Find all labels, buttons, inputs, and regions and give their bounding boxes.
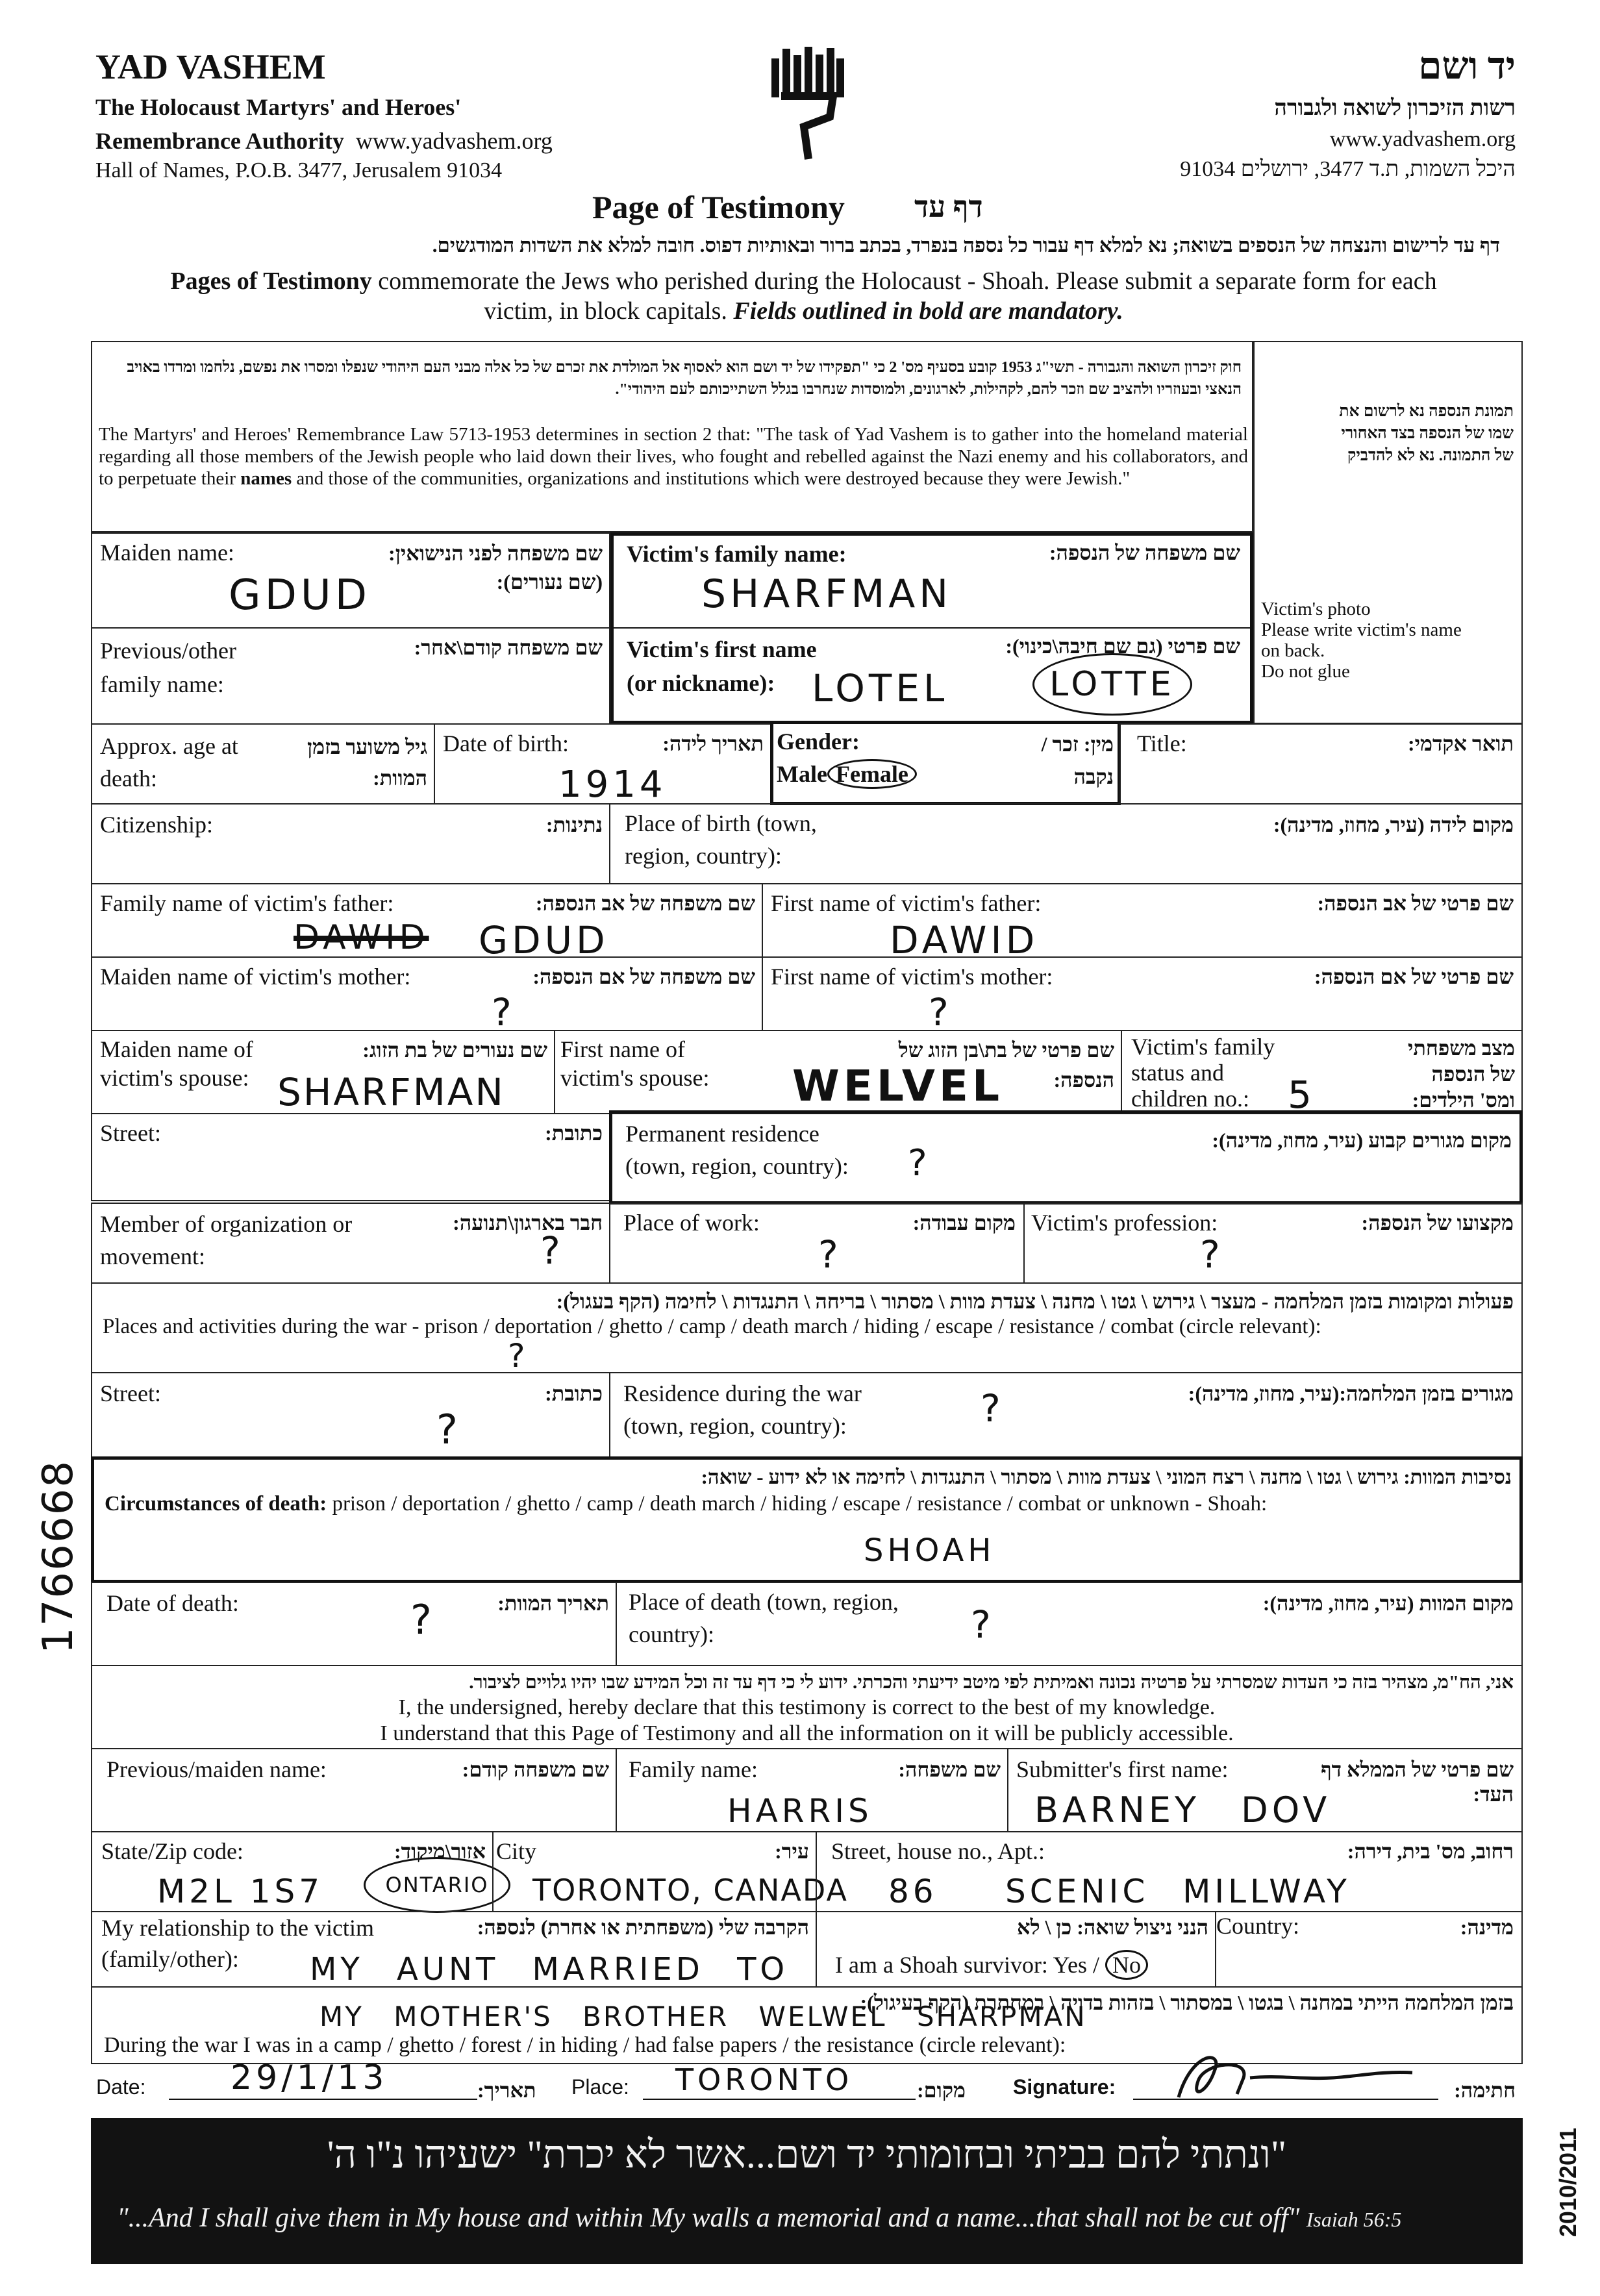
war-street-value: ? <box>436 1406 462 1453</box>
war-residence-value: ? <box>981 1386 1005 1430</box>
relationship-value: MY AUNT MARRIED TO <box>310 1951 789 1988</box>
mother-first-name-value: ? <box>929 990 953 1034</box>
date-of-death-field[interactable]: Date of death: תאריך המוות: ? <box>91 1582 617 1666</box>
place-underline <box>643 2099 916 2100</box>
place-of-birth-field[interactable]: Place of birth (town, region, country): מקום לידה (עיר, מחוז, מדינה): <box>609 803 1523 884</box>
permanent-residence-value: ? <box>908 1142 931 1184</box>
mother-maiden-name-field[interactable]: Maiden name of victim's mother: שם משפחה של אם הנספה: ? <box>91 956 763 1031</box>
war-activities-field[interactable]: פעולות ומקומות בזמן המלחמה - מעצר \ גירוש \ גטו \ מחנה \ צעדת מוות \ מסתור \ בריחה \ התנגדות \ לחימה (הקף בעגול): Places and activities during the war - prison / deportation / ghetto / camp / death march / hiding / escape / resistance / combat (circle relevant): ? <box>91 1282 1523 1373</box>
date-label: Date: <box>96 2075 146 2099</box>
survivor-no-option[interactable]: No <box>1105 1950 1148 1980</box>
submitter-first-name-field[interactable]: Submitter's first name: שם פרטי של הממלא דף העד: BARNEY DOV <box>1007 1748 1523 1832</box>
victim-family-name-value: SHARFMAN <box>701 571 953 617</box>
organization-member-field[interactable]: Member of organization or movement: חבר בארגון\תנועה: ? <box>91 1203 610 1284</box>
place-of-work-value: ? <box>818 1232 842 1277</box>
instructions: Pages of Testimony commemorate the Jews who perished during the Holocaust - Shoah. Please submit a separate form for each victim, in block capitals. Fields outlined in bold are mandatory. <box>170 268 1437 325</box>
signature-label: Signature: <box>1013 2075 1116 2099</box>
org-url[interactable]: www.yadvashem.org <box>355 128 553 154</box>
submitter-house-value: 86 <box>888 1873 938 1910</box>
submitter-city-value: TORONTO, CANADA <box>532 1873 848 1908</box>
circumstances-of-death-field[interactable]: נסיבות המוות: גירוש \ גטו \ מחנה \ רצח המוני \ צעדת מוות \ מסתור \ התנגדות \ לחימה או לא ידוע - שואה: Circumstances of death: prison / deportation / ghetto / camp / death march / hiding / escape / resistance / combat or unknown - Shoah: SHOAH <box>91 1456 1523 1583</box>
date-heb-label: תאריך: <box>477 2078 536 2102</box>
org-line-2: The Holocaust Martyrs' and Heroes' <box>95 94 462 120</box>
law-heb: חוק זיכרון השואה והגבורה - תשי"ג 1953 קובע בסעיף מס' 2 כי "תפקידו של יד ושם הוא לאסוף אל המולדת את זכרם של כל אלה מבני העם היהודי שנפלו ומסרו את נפשם, נלחמו ומרדו באויב הנאצי ובעוזריו ולהציב שם וזכר להם, לקהילות, לארגונים, ולמוסדות שנחרבו בגלל השתייכותם לעם היהודי". <box>127 359 1242 398</box>
submitter-zip-field[interactable]: State/Zip code: אזור\מיקוד: M2L 1S7 <box>91 1831 494 1912</box>
submitter-city-field[interactable]: City עיר: TORONTO, CANADA <box>492 1831 817 1912</box>
heb-org-line-2: רשות הזיכרון לשואה ולגבורה <box>1274 96 1516 120</box>
footer-eng-quote: "...And I shall give them in My house and within My walls a memorial and a name...that shall not be cut off" Isaiah 56:5 <box>117 2203 1402 2233</box>
victim-first-name-value: LOTEL <box>812 666 949 710</box>
yad-vashem-logo-icon <box>768 45 846 166</box>
previous-family-name-field[interactable]: Previous/other family name: שם משפחה קודם\אחר: <box>91 627 610 725</box>
profession-field[interactable]: Victim's profession: מקצועו של הנספה: ? <box>1023 1203 1523 1284</box>
org-address: Hall of Names, P.O.B. 3477, Jerusalem 91034 <box>95 158 503 182</box>
submitter-zip-value: M2L 1S7 <box>157 1873 324 1910</box>
street-field[interactable]: Street: כתובת: <box>91 1113 610 1201</box>
submitter-first-name-value: BARNEY DOV <box>1034 1790 1331 1830</box>
father-first-name-value: DAWID <box>890 918 1039 962</box>
place-value[interactable]: TORONTO <box>675 2062 853 2097</box>
photo-eng: Victim's photo Please write victim's name on back. Do not glue <box>1261 599 1462 682</box>
photo-heb: תמונת הנספה נא לרשום את שמו של הנספה בצד האחורי של התמונה. נא לא להדביק <box>1339 403 1514 464</box>
archive-number: 1766668 <box>34 1459 82 1654</box>
date-value[interactable]: 29/1/13 <box>231 2058 388 2097</box>
gender-male-option[interactable]: Male <box>777 761 827 787</box>
family-status-field[interactable]: Victim's family status and children no.: מצב משפחתי של הנספה ומס' הילדים: 5 <box>1121 1030 1523 1114</box>
date-of-death-value: ? <box>410 1596 436 1643</box>
form-version: 2010/2011 <box>1555 2127 1581 2238</box>
title-field[interactable]: Title: תואר אקדמי: <box>1119 723 1523 805</box>
signature-scribble[interactable] <box>1153 2045 1425 2107</box>
father-family-struck-value: DAWID <box>294 918 429 957</box>
spouse-first-name-field[interactable]: First name of victim's spouse: שם פרטי של בת\בן הזוג של הנספה: WELVEL <box>554 1030 1122 1114</box>
gender-female-option[interactable]: Female <box>827 759 917 789</box>
war-street-field[interactable]: Street: כתובת: ? <box>91 1372 610 1460</box>
during-war-field[interactable]: בזמן המלחמה הייתי במחנה \ בגטו \ במסתור \ בזהות בדויה \ במחתרת (הקף בעיגול): During the war I was in a camp / ghetto / forest / in hiding / had false papers / the resistance (circle relevant): MY MOTHER'S BROTHER WELWEL SHARPMAN <box>91 1986 1523 2064</box>
country-field[interactable]: Country: מדינה: <box>1215 1911 1523 1988</box>
submitter-province-value: ONTARIO <box>364 1857 510 1913</box>
place-heb-label: מקום: <box>917 2078 966 2102</box>
form-title-heb: דף עד <box>914 190 983 223</box>
submitter-family-name-field[interactable]: Family name: שם משפחה: HARRIS <box>616 1748 1008 1832</box>
citizenship-field[interactable]: Citizenship: נתינות: <box>91 803 610 884</box>
heb-org-url[interactable]: www.yadvashem.org <box>1329 127 1516 151</box>
profession-value: ? <box>1200 1232 1224 1277</box>
org-line-3: Remembrance Authority www.yadvashem.org <box>95 128 553 154</box>
mother-maiden-name-value: ? <box>492 990 516 1034</box>
victim-family-name-field[interactable]: Victim's family name: שם משפחה של הנספה: SHARFMAN <box>627 541 1240 617</box>
maiden-name-field[interactable]: Maiden name: שם משפחה לפני הנישואין: (שם נעורים): GDUD <box>91 532 610 629</box>
permanent-residence-field[interactable]: Permanent residence (town, region, country): מקום מגורים קבוע (עיר, מחוז, מדינה): ? <box>609 1110 1523 1204</box>
heb-org-address: היכל השמות, ת.ד 3477, ירושלים 91034 <box>1180 157 1516 181</box>
spouse-maiden-name-field[interactable]: Maiden name of victim's spouse: שם נעורים של בת הזוג: SHARFMAN <box>91 1030 555 1114</box>
spouse-first-name-value: WELVEL <box>792 1061 1004 1111</box>
date-of-birth-value: 1914 <box>558 764 667 806</box>
father-family-name-value: GDUD <box>479 918 609 962</box>
gender-field[interactable]: Gender: Male Female מין: זכר / נקבה <box>770 721 1121 805</box>
place-of-death-field[interactable]: Place of death (town, region, country): מקום המוות (עיר, מחוז, מדינה): ? <box>616 1582 1523 1666</box>
form-title: Page of Testimony <box>592 189 845 225</box>
footer-heb-quote: "ונתתי להם בביתי ובחומותי יד ושם...אשר לא יכרת" ישעיהו נ"ו ה' <box>327 2133 1287 2176</box>
photo-box[interactable] <box>1253 341 1523 724</box>
signature-heb-label: חתימה: <box>1454 2078 1516 2102</box>
law-eng: The Martyrs' and Heroes' Remembrance Law 5713-1953 determines in section 2 that: "The task of Yad Vashem is to gather into the homeland material regarding all those members of the Jewish people who laid down their lives, who fought and rebelled against the Nazi enemy and his collaborators, and to perpetuate their names and those of the communities, organizations and institutions which were destroyed because they were Jewish." <box>99 424 1248 489</box>
law-box <box>91 341 1253 532</box>
org-name: YAD VASHEM <box>95 47 326 86</box>
date-underline <box>169 2099 477 2100</box>
spouse-maiden-name-value: SHARFMAN <box>277 1070 505 1114</box>
age-at-death-field[interactable]: Approx. age at death: גיל משוער בזמן המוות: <box>91 723 435 805</box>
declaration: אני, הח"מ, מצהיר בזה כי העדות שמסרתי על פרטיה נכונה ואמיתית לפי מיטב ידיעתי והכרתי. ידוע לי כי דף עד זה וכל המידע שבו יהיו גלויים לציבור. I, the undersigned, hereby declare that this testimony is correct to the best of my knowledge. I understand that this Page of Testimony and all the information on it will be publicly accessible. <box>91 1665 1523 1749</box>
during-war-value: MY MOTHER'S BROTHER WELWEL SHARPMAN <box>319 2001 1087 2032</box>
mother-first-name-field[interactable]: First name of victim's mother: שם פרטי של אם הנספה: ? <box>762 956 1523 1031</box>
war-residence-field[interactable]: Residence during the war (town, region, country): מגורים בזמן המלחמה:(עיר, מחוז, מדינה): ? <box>609 1372 1523 1460</box>
survivor-field[interactable]: הנני ניצול שואה: כן \ לא I am a Shoah survivor: Yes / No <box>816 1911 1216 1988</box>
maiden-name-value: GDUD <box>229 571 371 619</box>
family-status-value: 5 <box>1288 1073 1316 1117</box>
heb-instructions: דף עד לרישום והנצחה של הנספים בשואה; נא למלא דף עבור כל נספה בנפרד, בכתב ברור ובאותיות דפוס. חובה למלא את השדות המודגשים. <box>432 234 1500 256</box>
victim-nickname-value: LOTTE <box>1032 653 1192 716</box>
submitter-previous-name-field[interactable]: Previous/maiden name: שם משפחה קודם: <box>91 1748 617 1832</box>
place-of-work-field[interactable]: Place of work: מקום עבודה: ? <box>609 1203 1025 1284</box>
footer-banner <box>91 2118 1523 2264</box>
submitter-family-name-value: HARRIS <box>727 1792 873 1830</box>
victim-first-name-field[interactable]: Victim's first name (or nickname): שם פרטי (גם שם חיבה\כינוי): LOTEL LOTTE <box>610 627 1253 725</box>
place-of-death-value: ? <box>971 1603 995 1647</box>
relationship-field[interactable]: My relationship to the victim (family/other): הקרבה שלי (משפחתית או אחרת) לנספה: MY AUNT MARRIED TO <box>91 1911 817 1988</box>
submitter-street-value: SCENIC MILLWAY <box>1005 1873 1351 1910</box>
circumstances-of-death-value: SHOAH <box>864 1532 995 1569</box>
place-label: Place: <box>571 2075 629 2099</box>
date-of-birth-field[interactable]: Date of birth: תאריך לידה: 1914 <box>434 723 771 805</box>
organization-member-value: ? <box>540 1229 564 1273</box>
war-activities-value: ? <box>508 1337 529 1375</box>
father-first-name-field[interactable]: First name of victim's father: שם פרטי של אב הנספה: DAWID <box>762 883 1523 958</box>
father-family-name-field[interactable]: Family name of victim's father: שם משפחה של אב הנספה: DAWID GDUD <box>91 883 763 958</box>
heb-org-name: יד ושם <box>1418 45 1516 87</box>
submitter-street-field[interactable]: Street, house no., Apt.: רחוב, מס' בית, דירה: 86 SCENIC MILLWAY <box>816 1831 1523 1912</box>
